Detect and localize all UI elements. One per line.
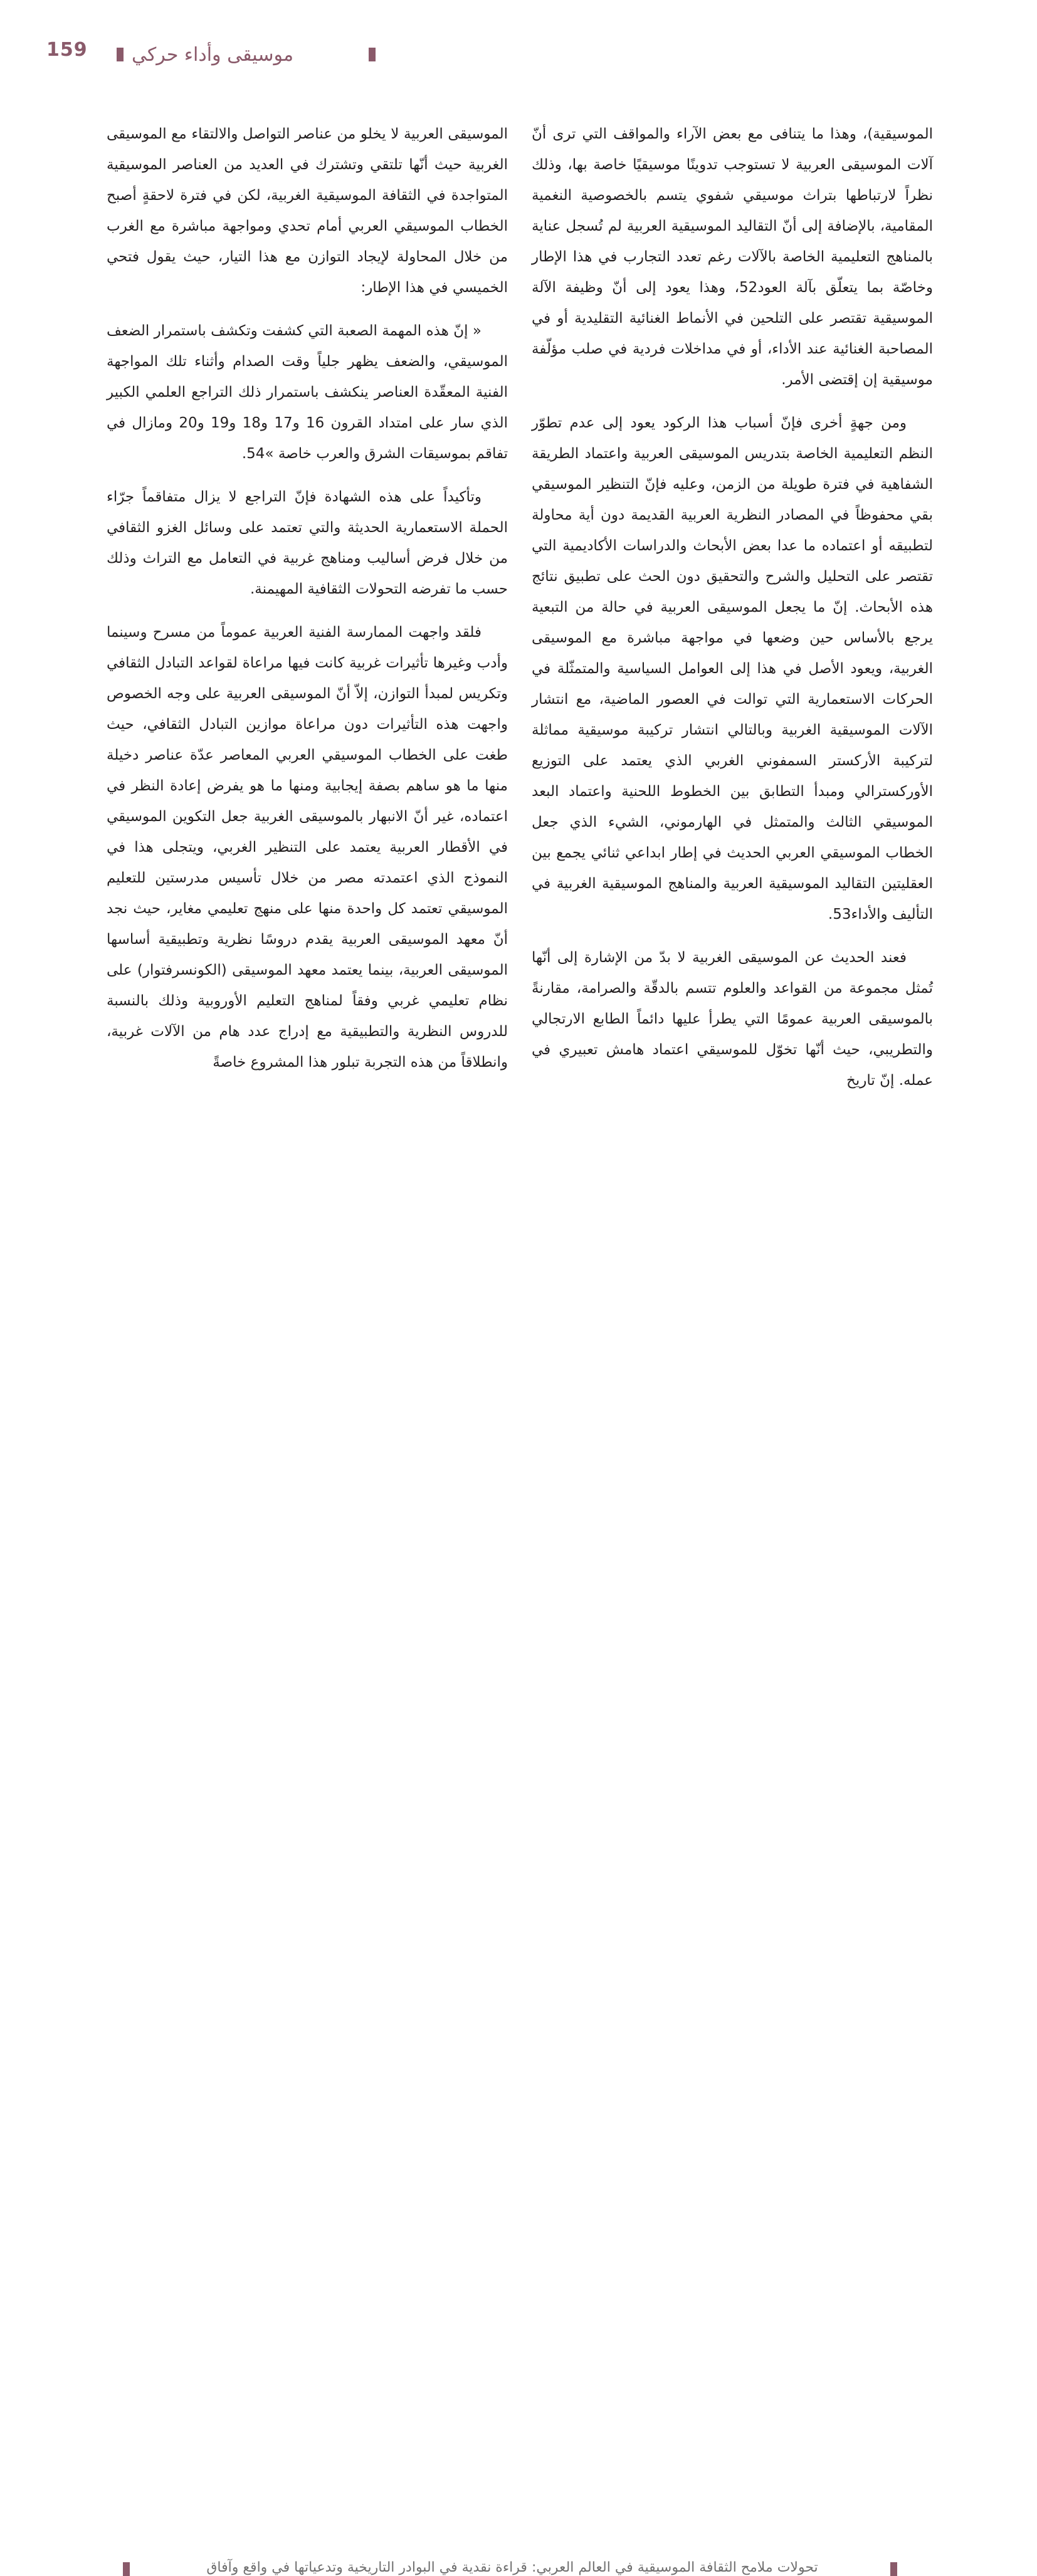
footer-marker-right: [890, 2562, 897, 2576]
running-title: موسيقى وأداء حركي: [132, 44, 294, 66]
paragraph: فلقد واجهت الممارسة الفنية العربية عموماً من مسرح وسينما وأدب وغيرها تأثيرات غربية كانت فيها مراعاة لقواعد التبادل الثقافي وتكريس لمبدأ التوازن، إلاّ أنّ الموسيقى العربية على وجه الخصوص واجهت هذه التأثيرات دون مراعاة موازين التبادل الثقافي، حيث طغت على الخطاب الموسيقي العربي المعاصر عدّة عناصر دخيلة منها ما هو ساهم بصفة إيجابية ومنها ما هو يفرض إعادة النظر في اعتماده، غير أنّ الانبهار بالموسيقى الغربية جعل التكوين الموسيقي في الأقطار العربية يعتمد على التنظير الغربي، ويتجلى هذا في النموذج الذي اعتمدته مصر من خلال تأسيس مدرستين للتعليم الموسيقي تعتمد كل واحدة منها على منهج تعليمي مغاير، حيث نجد أنّ معهد الموسيقى العربية يقدم دروسًا نظرية وتطبيقية أساسها الموسيقى العربية، بينما يعتمد معهد الموسيقى (الكونسرفتوار) على نظام تعليمي غربي وفقاً لمناهج التعليم الأوروبية وذلك بالنسبة للدروس النظرية والتطبيقية مع إدراج عدد هام من الآلات غربية، وانطلاقاً من هذه التجربة تبلور هذا المشروع خاصةً: [107, 624, 508, 1071]
text-column-right: [532, 119, 933, 1228]
paragraph: الموسيقى العربية لا يخلو من عناصر التواصل والالتقاء مع الموسيقى الغربية حيث أنّها تلتقي وتشترك في العديد من العناصر الموسيقية المتواجدة في الثقافة الموسيقية الغربية، لكن في فترة لاحقةٍ أصبح الخطاب الموسيقي العربي أمام تحدي ومواجهة مباشرة مع الغرب من خلال المحاولة لإيجاد التوازن مع هذا التيار، حيث يقول فتحي الخميسي في هذا الإطار:: [107, 126, 508, 296]
paragraph: الموسيقية)، وهذا ما يتنافى مع بعض الآراء والمواقف التي ترى أنّ آلات الموسيقى العربية لا تستوجب تدوينًا موسيقيًا خاصة بها، وذلك نظراً لارتباطها بتراث موسيقي شفوي يتسم بالخصوصية النغمية المقامية، بالإضافة إلى أنّ التقاليد الموسيقية العربية لم تُسجل عناية بالمناهج التعليمية الخاصة بالآلات رغم تعدد التجارب في هذا الإطار وخاصّة بما يتعلّق بآلة العود52، وهذا يعود إلى أنّ وظيفة الآلة الموسيقية تقتصر على التلحين في الأنماط الغنائية التقليدية أو في المصاحبة الغنائية عند الأداء، أو في مداخلات فردية في صلب مؤلّفة موسيقية إن إقتضى الأمر.: [532, 126, 933, 388]
paragraph: وتأكيداً على هذه الشهادة فإنّ التراجع لا يزال متفاقماً جرّاء الحملة الاستعمارية الحديثة والتي تعتمد على وسائل الغزو الثقافي من خلال فرض أساليب ومناهج غربية في التعامل مع التراث وذلك حسب ما تفرضه التحولات الثقافية المهيمنة.: [107, 489, 508, 597]
page-header: [0, 0, 1037, 100]
footer-title: تحولات ملامح الثقافة الموسيقية في العالم العربي: قراءة نقدية في البوادر التاريخية وتدعياتها في واقع وآفاق: [206, 2560, 818, 2575]
page-footer: [0, 1279, 1037, 2575]
header-marker-left: [117, 48, 124, 61]
page-number: 159: [46, 39, 88, 61]
footer-marker-left: [123, 2562, 130, 2576]
text-column-left: [107, 119, 508, 1228]
paragraph: فعند الحديث عن الموسيقى الغربية لا بدّ من الإشارة إلى أنّها تُمثل مجموعة من القواعد والعلوم تتسم بالدقّة والصرامة، مقارنةً بالموسيقى العربية عمومًا التي يطرأ عليها دائماً الطابع الارتجالي والتطريبي، حيث أنّها تخوّل للموسيقي اعتماد هامش تعبيري في عمله. إنّ تاريخ: [532, 950, 933, 1089]
paragraph: ومن جهةٍ أخرى فإنّ أسباب هذا الركود يعود إلى عدم تطوّر النظم التعليمية الخاصة بتدريس الموسيقى العربية واعتماد الطريقة الشفاهية في فترة طويلة من الزمن، وعليه فإنّ التنظير الموسيقي بقي محفوظاً في المصادر النظرية العربية القديمة دون أية محاولة لتطبيقه أو اعتماده ما عدا بعض الأبحاث والدراسات الأكاديمية التي تقتصر على التحليل والشرح والتحقيق دون الحث على تطبيق نتائج هذه الأبحاث. إنّ ما يجعل الموسيقى العربية في حالة من التبعية يرجع بالأساس حين وضعها في مواجهة مباشرة مع الموسيقى الغربية، ويعود الأصل في هذا إلى العوامل السياسية والمتمثّلة في الحركات الاستعمارية التي توالت في العصور الماضية، مع انتشار الآلات الموسيقية الغربية وبالتالي انتشار تركيبة موسيقية مماثلة لتركيبة الأركستر السمفوني الغربي الذي يعتمد على التوزيع الأوركسترالي ومبدأ التطابق بين الخطوط اللحنية واعتماد البعد الموسيقي الثالث والمتمثل في الهارموني، الشيء الذي جعل الخطاب الموسيقي العربي الحديث في إطار ابداعي ثنائي يجمع بين العقليتين التقاليد الموسيقية العربية والمناهج الموسيقية الغربية في التأليف والأداء53.: [532, 415, 933, 923]
header-marker-right: [369, 48, 376, 61]
block-quote: « إنّ هذه المهمة الصعبة التي كشفت وتكشف باستمرار الضعف الموسيقي، والضعف يظهر جلياً وقت الصدام وأثناء تلك المواجهة الفنية المعقّدة العناصر ينكشف باستمرار ذلك التراجع العلمي الكبير الذي سار على امتداد القرون 16 و17 و18 و19 و20 ومازال في تفاقم بموسيقات الشرق والعرب خاصة »54.: [107, 323, 508, 462]
